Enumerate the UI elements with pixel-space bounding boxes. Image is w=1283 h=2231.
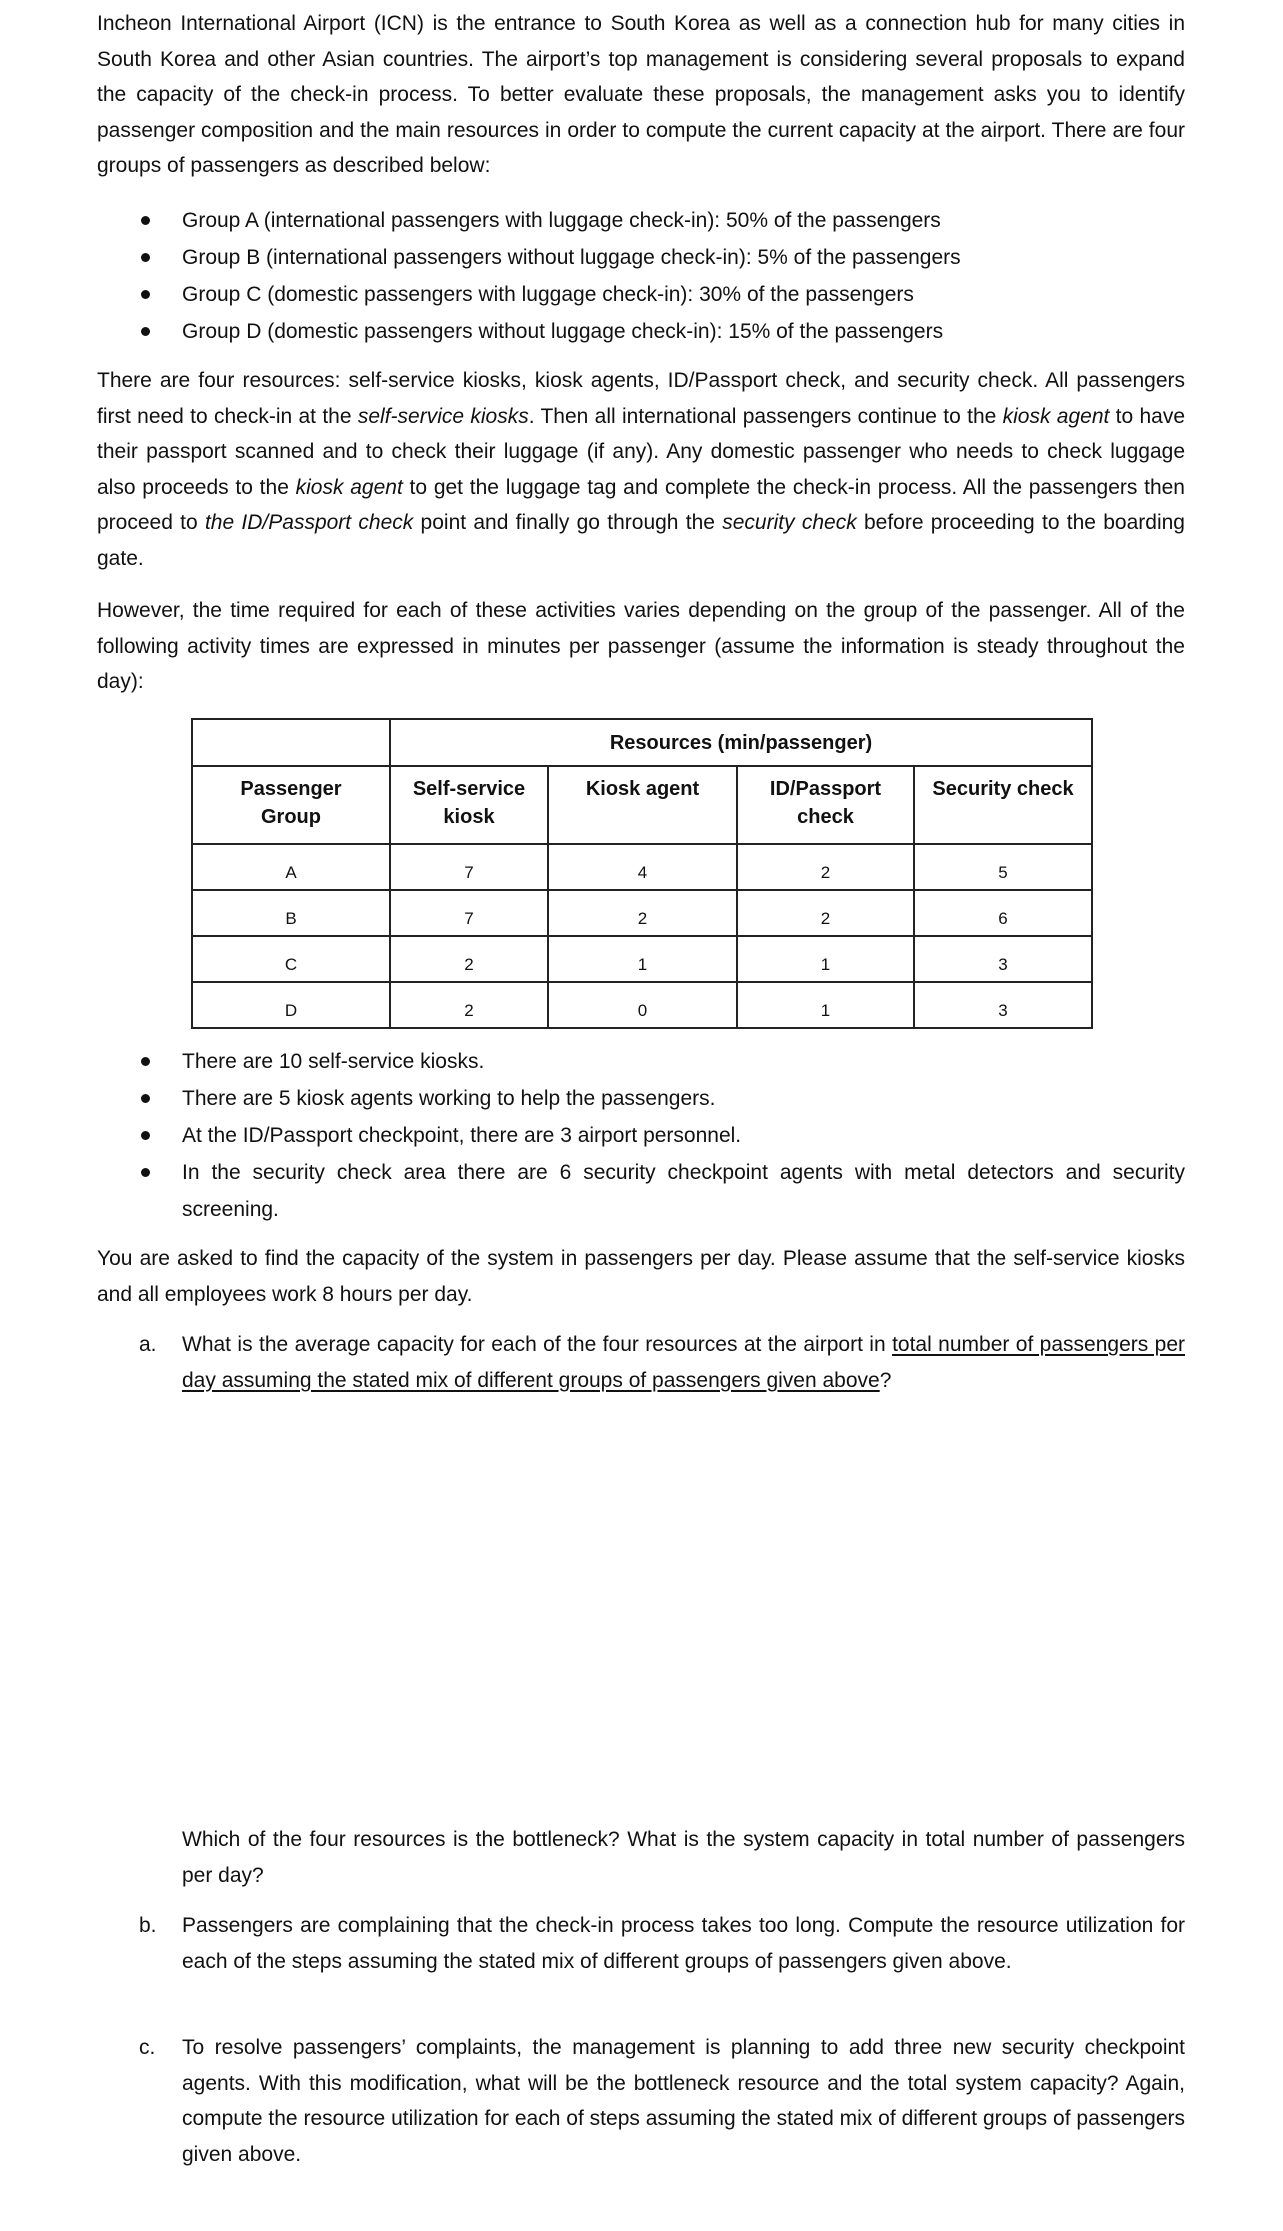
table-header-resources: Resources (min/passenger): [390, 719, 1092, 766]
list-item-group-d: Group D (domestic passengers without luggage check-in): 15% of the passengers: [97, 313, 1185, 350]
activity-times-paragraph: However, the time required for each of these activities varies depending on the group of the passenger. All of the following activity times are expressed in minutes per passenger (assume the information is steady throughout the day):: [97, 599, 1185, 694]
question-b-letter: b.: [139, 1914, 157, 1937]
bullet-icon: [141, 216, 150, 225]
table-header-self-service-kiosk: Self-service kiosk: [390, 766, 548, 844]
list-item-group-b: Group B (international passengers without luggage check-in): 5% of the passengers: [97, 239, 1185, 276]
cell-self-service-kiosk: 2: [390, 936, 548, 982]
table-header-empty: [192, 719, 390, 766]
bullet-icon: [141, 327, 150, 336]
cell-group: B: [192, 890, 390, 936]
table-header-passenger-group: Passenger Group: [192, 766, 390, 844]
cell-kiosk-agent: 2: [548, 890, 737, 936]
resources-paragraph: There are four resources: self-service kiosks, kiosk agents, ID/Passport check, and security check. All passengers first need to check-in at the self-service kiosks. Then all international passengers continue to the kiosk agent to have their passport scanned and to check their luggage (if any). Any domestic passenger who needs to check luggage also proceeds to the kiosk agent to get the luggage tag and complete the check-in process. All the passengers then proceed to the ID/Passport check point and finally go through the security check before proceeding to the boarding gate.: [97, 369, 1186, 570]
emphasis-kiosk-agent: kiosk agent: [295, 475, 403, 499]
cell-security-check: 6: [914, 890, 1092, 936]
emphasis-self-service-kiosks: self-service kiosks: [357, 404, 529, 428]
list-item-security-agents: In the security check area there are 6 security checkpoint agents with metal detectors and security screening.: [97, 1154, 1185, 1228]
bullet-icon: [141, 253, 150, 262]
table-header-id-passport-check: ID/Passport check: [737, 766, 914, 844]
activity-times-table: [191, 718, 1093, 1029]
question-a-followup-text: Which of the four resources is the bottleneck? What is the system capacity in total number of passengers per day?: [182, 1828, 1185, 1887]
cell-id-passport-check: 1: [737, 982, 914, 1028]
cell-id-passport-check: 2: [737, 844, 914, 890]
bullet-icon: [141, 290, 150, 299]
cell-kiosk-agent: 0: [548, 982, 737, 1028]
question-c-letter: c.: [139, 2036, 156, 2059]
question-a-followup: [97, 1822, 1185, 1893]
table-row: [192, 982, 1092, 1028]
question-c: [97, 2030, 1185, 2172]
list-item-group-c: Group C (domestic passengers with luggage check-in): 30% of the passengers: [97, 276, 1185, 313]
cell-group: D: [192, 982, 390, 1028]
cell-id-passport-check: 1: [737, 936, 914, 982]
question-c-text: To resolve passengers’ complaints, the management is planning to add three new security checkpoint agents. With this modification, what will be the bottleneck resource and the total system capacity? Again, compute the resource utilization for each of steps assuming the stated mix of different groups of passengers given above.: [182, 2036, 1185, 2166]
table-header-row: [192, 766, 1092, 844]
question-a-letter: a.: [139, 1333, 157, 1356]
emphasis-kiosk-agent: kiosk agent: [1002, 404, 1110, 428]
question-a-underlined: total number of passengers per day assuming the stated mix of different groups of passengers given above: [182, 1333, 1186, 1392]
bullet-icon: [141, 1057, 150, 1066]
cell-security-check: 3: [914, 936, 1092, 982]
question-a-text: What is the average capacity for each of the four resources at the airport in total number of passengers per day assuming the stated mix of different groups of passengers given above?: [182, 1333, 1186, 1392]
cell-security-check: 3: [914, 982, 1092, 1028]
cell-security-check: 5: [914, 844, 1092, 890]
passenger-groups-list: [97, 202, 1185, 350]
bullet-icon: [141, 1094, 150, 1103]
resource-counts-list: [97, 1043, 1185, 1228]
cell-group: C: [192, 936, 390, 982]
table-header-kiosk-agent: Kiosk agent: [548, 766, 737, 844]
list-item-kiosk-agents: There are 5 kiosk agents working to help the passengers.: [97, 1080, 1185, 1117]
cell-self-service-kiosk: 7: [390, 890, 548, 936]
list-item-group-a: Group A (international passengers with luggage check-in): 50% of the passengers: [97, 202, 1185, 239]
question-b: [97, 1908, 1185, 1979]
intro-paragraph: Incheon International Airport (ICN) is the entrance to South Korea as well as a connection hub for many cities in South Korea and other Asian countries. The airport’s top management is considering several proposals to expand the capacity of the check-in process. To better evaluate these proposals, the management asks you to identify passenger composition and the main resources in order to compute the current capacity at the airport. There are four groups of passengers as described below:: [97, 12, 1185, 178]
task-paragraph: You are asked to find the capacity of the system in passengers per day. Please assume that the self-service kiosks and all employees work 8 hours per day.: [97, 1247, 1185, 1306]
table-row: [192, 844, 1092, 890]
question-a: [97, 1327, 1185, 1398]
cell-id-passport-check: 2: [737, 890, 914, 936]
table-row: [192, 936, 1092, 982]
cell-self-service-kiosk: 2: [390, 982, 548, 1028]
cell-kiosk-agent: 1: [548, 936, 737, 982]
bullet-icon: [141, 1168, 150, 1177]
list-item-id-passport-personnel: At the ID/Passport checkpoint, there are 3 airport personnel.: [97, 1117, 1185, 1154]
emphasis-id-passport-check: the ID/Passport check: [204, 511, 414, 535]
table-group-header-row: [192, 719, 1092, 766]
table-header-security-check: Security check: [914, 766, 1092, 844]
cell-self-service-kiosk: 7: [390, 844, 548, 890]
cell-group: A: [192, 844, 390, 890]
table-row: [192, 890, 1092, 936]
emphasis-security-check: security check: [722, 511, 857, 535]
question-b-text: Passengers are complaining that the check-in process takes too long. Compute the resource utilization for each of the steps assuming the stated mix of different groups of passengers given above.: [182, 1914, 1185, 1973]
cell-kiosk-agent: 4: [548, 844, 737, 890]
list-item-kiosks: There are 10 self-service kiosks.: [97, 1043, 1185, 1080]
bullet-icon: [141, 1131, 150, 1140]
